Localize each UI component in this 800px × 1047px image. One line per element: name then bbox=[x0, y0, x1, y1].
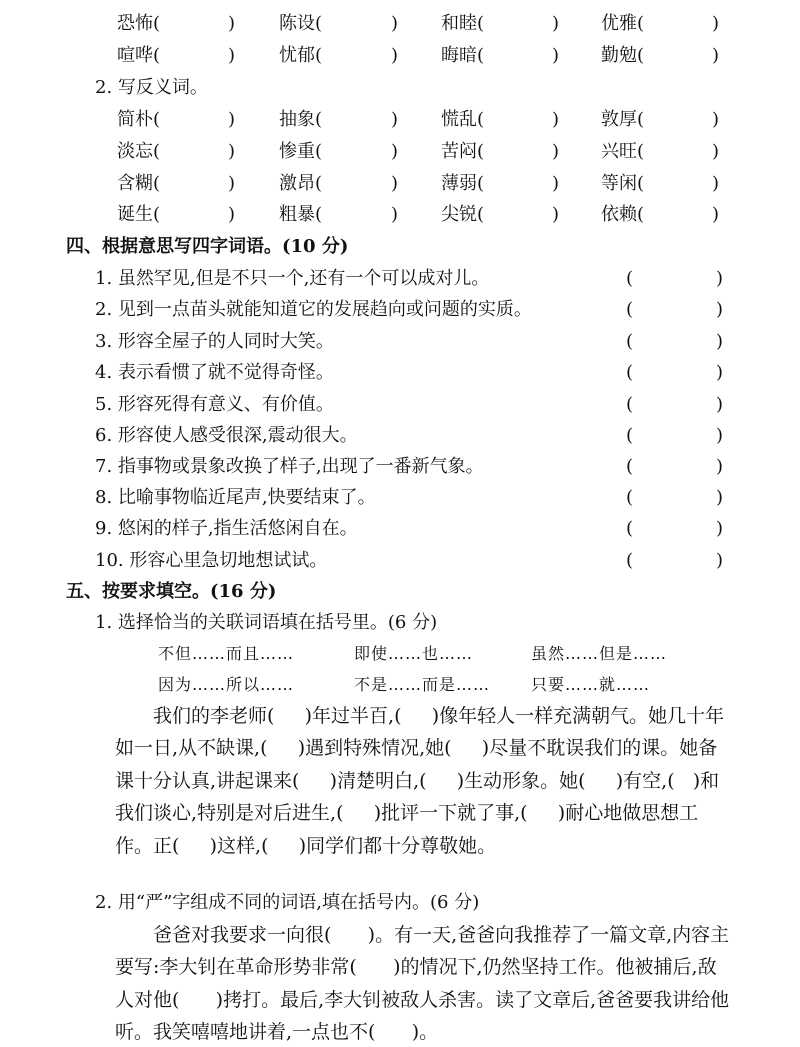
word-item: 恐怖( bbox=[117, 13, 161, 34]
conjunction-question-title: 1. 选择恰当的关联词语填在括号里。(6 分) bbox=[95, 612, 438, 633]
conjunction-option: 不但……而且…… bbox=[158, 644, 295, 663]
word-item: 勤勉( bbox=[601, 45, 645, 66]
yan-question-title: 2. 用“严”字组成不同的词语,填在括号内。(6 分) bbox=[95, 892, 480, 913]
antonym-question-title: 2. 写反义词。 bbox=[95, 77, 208, 98]
word-item: 敦厚( bbox=[601, 109, 645, 130]
word-item: 晦暗( bbox=[441, 45, 485, 66]
word-item: 优雅( bbox=[601, 13, 645, 34]
word-item: 抽象( bbox=[279, 109, 323, 130]
word-item: 陈设( bbox=[279, 13, 323, 34]
section-4-title: 四、根据意思写四字词语。(10 分) bbox=[66, 236, 349, 257]
word-item: 粗暴( bbox=[279, 204, 323, 225]
word-item: 薄弱( bbox=[441, 173, 485, 194]
word-item: 简朴( bbox=[117, 109, 161, 130]
conjunction-option: 不是……而是…… bbox=[354, 675, 491, 694]
word-item: 激昂( bbox=[279, 173, 323, 194]
word-item: 等闲( bbox=[601, 173, 645, 194]
word-item: 尖锐( bbox=[441, 204, 485, 225]
conjunction-option: 只要……就…… bbox=[531, 675, 651, 694]
worksheet-page: 恐怖( ) 陈设( ) 和睦( ) 优雅( ) 喧哗( ) 忧郁( ) 晦暗( ) 勤勉( ) 2. 写反义词。 简朴( ) 抽象( ) 慌乱( ) 敦厚( ) 淡忘( ) 惨重( ) 苦闷( ) 兴旺( ) 含糊( ) 激昂( ) 薄弱( ) 等闲( ) 诞生( ) 粗暴( ) 尖锐( ) 依赖( ) 四、根据意思写四字词语。(10 分) 1. 虽然罕见,但是不只一个,还有一个可以成对儿。 ( ) 2. 见到一点苗头就能知道它的发展趋向或问题的实质。 ( ) 3. 形容全屋子的人同时大笑。 ( ) 4. 表示看惯了就不觉得奇怪。 ( ) 5. 形容死得有意义、有价值。 ( ) 6. 形容使人感受很深,震动很大。 ( ) 7. 指事物或景象改换了样子,出现了一番新气象。 ( ) 8. 比喻事物临近尾声,快要结束了。 ( ) 9. 悠闲的样子,指生活悠闲自在。 ( ) 10. 形容心里急切地想试试。 ( ) 五、按要求填空。(16 分) 1. 选择恰当的关联词语填在括号里。(6 分) 不但……而且…… 即使……也…… 虽然……但是…… 因为……所以…… 不是……而是…… 只要……就…… 我们的李老师( )年过半百,( )像年轻人一样充满朝气。她几十年如一日,从不缺课,( )遇到特殊情况,她( )尽量不耽误我们的课。她备课十分认真,讲起课来( )清楚明白,( )生动形象。她( )有空,( )和我们谈心,特别是对后进生,( )批评一下就了事,( )耐心地做思想工作。正( )这样,( )同学们都十分尊敬她。 2. 用“严”字组成不同的词语,填在括号内。(6 分) 爸爸对我要求一向很( )。有一天,爸爸向我推荐了一篇文章,内容主要写:李大钊在革命形势非常( )的情况下,仍然坚持工作。他被捕后,敌人对他( )拷打。最后,李大钊被敌人杀害。读了文章后,爸爸要我讲给他听。我笑嘻嘻地讲着,一点也不( )。 bbox=[0, 0, 800, 1047]
conjunction-option: 虽然……但是…… bbox=[531, 644, 668, 663]
word-item: 惨重( bbox=[279, 141, 323, 162]
conjunction-option: 因为……所以…… bbox=[158, 675, 295, 694]
conjunction-passage: 我们的李老师( )年过半百,( )像年轻人一样充满朝气。她几十年如一日,从不缺课,( )遇到特殊情况,她( )尽量不耽误我们的课。她备课十分认真,讲起课来( )清楚明白,( )生动形象。她( )有空,( )和我们谈心,特别是对后进生,( )批评一下就了事,( )耐心地做思想工作。正( )这样,( )同学们都十分尊敬她。 bbox=[115, 705, 725, 857]
word-item: 淡忘( bbox=[117, 141, 161, 162]
word-item: 兴旺( bbox=[601, 141, 645, 162]
word-item: 忧郁( bbox=[279, 45, 323, 66]
word-item: 诞生( bbox=[117, 204, 161, 225]
section-5-title: 五、按要求填空。(16 分) bbox=[66, 581, 277, 602]
conjunction-option: 即使……也…… bbox=[354, 644, 474, 663]
word-item: 和睦( bbox=[441, 13, 485, 34]
word-item: 依赖( bbox=[601, 204, 645, 225]
word-item: 慌乱( bbox=[441, 109, 485, 130]
word-item: 含糊( bbox=[117, 173, 161, 194]
word-item: 苦闷( bbox=[441, 141, 485, 162]
yan-passage: 爸爸对我要求一向很( )。有一天,爸爸向我推荐了一篇文章,内容主要写:李大钊在革命形势非常( )的情况下,仍然坚持工作。他被捕后,敌人对他( )拷打。最后,李大钊被敌人杀害。读了文章后,爸爸要我讲给他听。我笑嘻嘻地讲着,一点也不( )。 bbox=[115, 924, 730, 1044]
word-item: 喧哗( bbox=[117, 45, 161, 66]
